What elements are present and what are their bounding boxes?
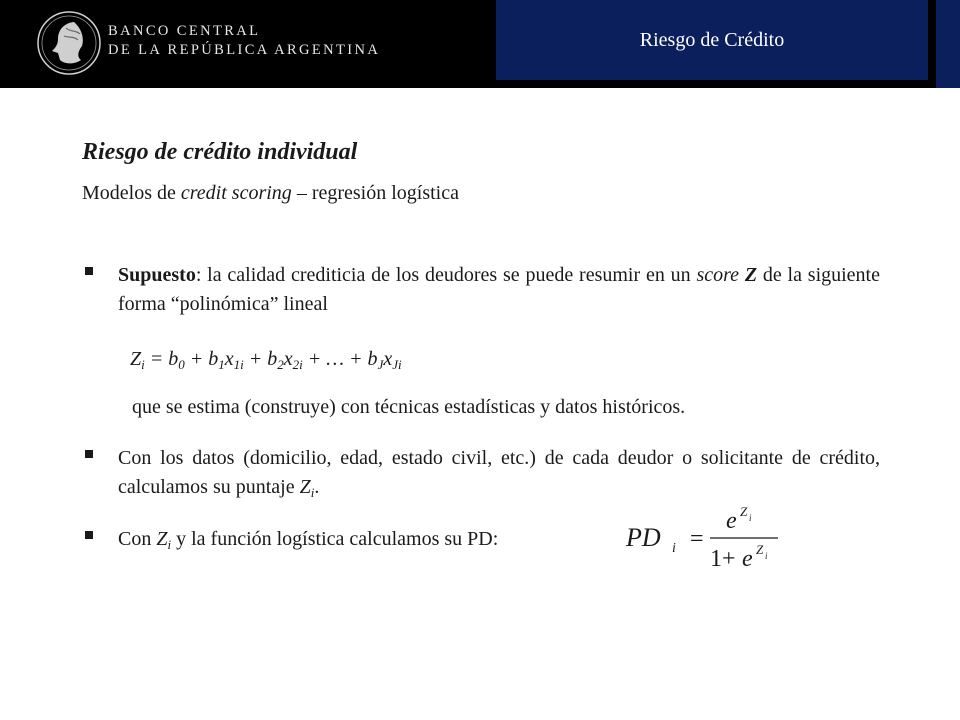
formula-part: + … + b — [302, 348, 378, 370]
formula-sub: 2i — [292, 357, 303, 372]
formula-sub: 0 — [178, 357, 185, 372]
score-formula — [130, 348, 402, 373]
formula-sub: J — [377, 357, 384, 372]
bullet-square-icon — [84, 530, 96, 542]
bullet-data — [118, 444, 880, 507]
data-z: Z — [299, 476, 311, 498]
logistic-sub: i — [167, 537, 172, 552]
formula-sub: 1 — [218, 357, 225, 372]
formula-z: Z — [130, 348, 142, 370]
pd-den-e: e — [742, 546, 753, 572]
formula-part: = b — [144, 348, 179, 370]
formula-sub: i — [141, 357, 145, 372]
estimate-line: que se estima (construye) con técnicas estadísticas y datos históricos. — [132, 396, 686, 418]
formula-sub: 1i — [233, 357, 244, 372]
slide-title: Riesgo de Crédito — [639, 28, 785, 51]
logistic-pre: Con — [118, 528, 157, 550]
pd-den-i: i — [765, 551, 768, 561]
logistic-post: y la función logística calculamos su PD: — [171, 528, 499, 550]
formula-part: + b — [243, 348, 278, 370]
pd-num-i: i — [749, 513, 752, 523]
pd-num-e: e — [726, 508, 737, 534]
pd-num-z: Z — [740, 504, 748, 519]
pd-sub: i — [672, 541, 676, 556]
logistic-z: Z — [156, 528, 168, 550]
pd-equals: = — [690, 526, 704, 552]
formula-part: + b — [184, 348, 219, 370]
assumption-label: Supuesto — [118, 264, 196, 286]
subheading-text-pre: Modelos de — [82, 182, 181, 204]
formula-part: x — [224, 348, 234, 370]
pd-den-z: Z — [756, 542, 764, 557]
formula-part: x — [283, 348, 293, 370]
bullet-square-icon — [84, 449, 96, 461]
data-end: . — [314, 476, 320, 498]
subheading-emphasis: credit scoring — [180, 182, 292, 204]
assumption-score: score — [696, 264, 740, 286]
bank-name-line1: BANCO CENTRAL — [108, 23, 261, 39]
bullet-assumption — [118, 261, 880, 319]
assumption-z: Z — [744, 264, 758, 286]
section-heading: Riesgo de crédito individual — [82, 139, 358, 165]
formula-part: x — [383, 348, 393, 370]
data-sub: i — [310, 485, 315, 500]
bank-logo-icon — [36, 10, 102, 76]
pd-den-one-plus: 1+ — [710, 546, 736, 572]
pd-label: PD — [626, 523, 661, 552]
bullet-logistic — [118, 525, 638, 559]
section-subheading — [82, 182, 459, 205]
assumption-text-1: : la calidad crediticia de los deudores se puede resumir en un — [195, 264, 697, 286]
pd-formula — [622, 500, 782, 572]
bullet-square-icon — [84, 266, 96, 278]
data-text: Con los datos (domicilio, edad, estado civil, etc.) de cada deudor o solicitante de crédito, calculamos su puntaje — [118, 447, 880, 498]
formula-sub: 2 — [277, 357, 284, 372]
assumption-text-2: de la siguiente forma “polinómica” lineal — [118, 264, 880, 315]
subheading-text-post: – regresión logística — [291, 182, 459, 204]
header-side-stripe — [936, 0, 960, 88]
bank-name-line2: DE LA REPÚBLICA ARGENTINA — [108, 42, 381, 58]
formula-sub: Ji — [392, 357, 402, 372]
